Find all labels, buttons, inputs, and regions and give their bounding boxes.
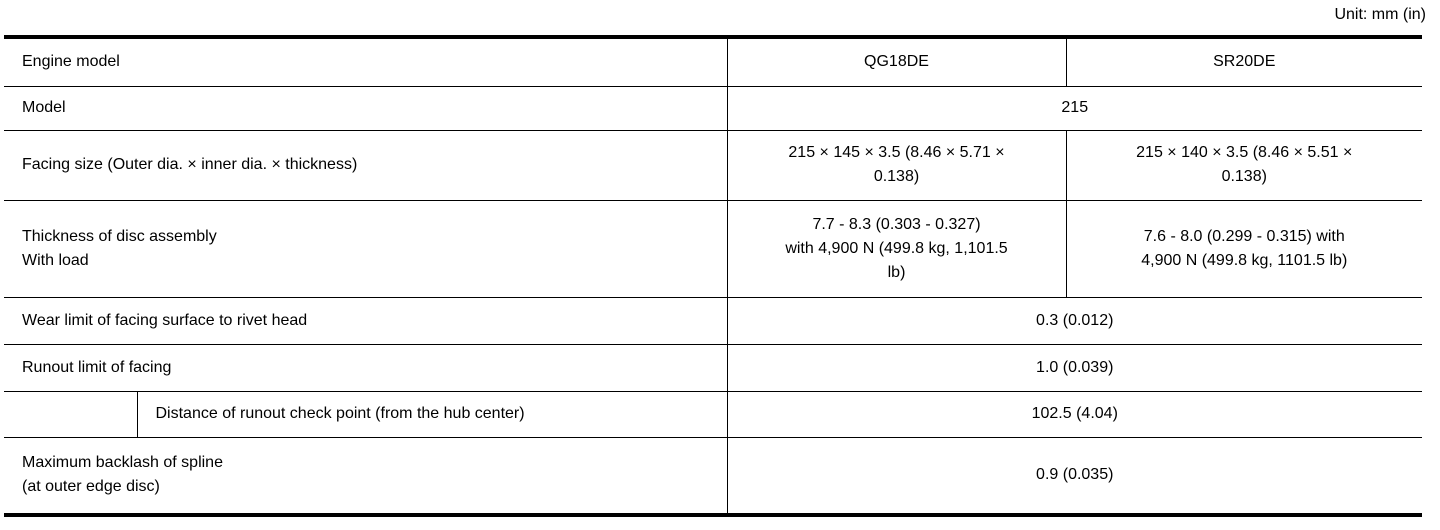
table-row	[4, 297, 1422, 344]
row-label-runout-point: Distance of runout check point (from the hub center)	[137, 391, 727, 437]
cell-line: Maximum backlash of spline	[22, 454, 223, 472]
table-row	[4, 130, 1422, 200]
table-row	[4, 344, 1422, 391]
cell-line: (at outer edge disc)	[22, 478, 160, 496]
cell-line: 4,900 N (499.8 kg, 1101.5 lb)	[1141, 251, 1348, 269]
row-label-backlash	[4, 437, 727, 515]
row-value-thickness-qg18de	[727, 200, 1066, 297]
table-row	[4, 391, 1422, 437]
table-row	[4, 86, 1422, 130]
cell-line: 7.6 - 8.0 (0.299 - 0.315) with	[1143, 227, 1345, 245]
row-label-thickness	[4, 200, 727, 297]
row-label-wear-limit: Wear limit of facing surface to rivet head	[4, 297, 727, 344]
cell-line: 215 × 140 × 3.5 (8.46 × 5.51 ×	[1136, 144, 1353, 161]
cell-line: 0.138)	[873, 168, 920, 185]
header-qg18de: QG18DE	[727, 37, 1066, 86]
cell-line: With load	[22, 251, 89, 269]
cell-line: lb)	[887, 263, 906, 281]
cell-line: 215 × 145 × 3.5 (8.46 × 5.71 ×	[788, 144, 1005, 161]
clutch-disc-spec-table	[4, 35, 1422, 517]
row-value-runout-limit: 1.0 (0.039)	[727, 344, 1422, 391]
row-value-thickness-sr20de	[1066, 200, 1422, 297]
table-row	[4, 200, 1422, 297]
table-header-row	[4, 37, 1422, 86]
cell-line: 7.7 - 8.3 (0.303 - 0.327)	[812, 215, 981, 233]
row-value-facing-size-qg18de	[727, 130, 1066, 200]
row-value-wear-limit: 0.3 (0.012)	[727, 297, 1422, 344]
unit-label: Unit: mm (in)	[1334, 6, 1426, 23]
header-sr20de: SR20DE	[1066, 37, 1422, 86]
row-value-model: 215	[727, 86, 1422, 130]
table-row	[4, 437, 1422, 515]
row-value-facing-size-sr20de	[1066, 130, 1422, 200]
header-engine-model: Engine model	[4, 37, 727, 86]
row-label-model: Model	[4, 86, 727, 130]
row-label-facing-size: Facing size (Outer dia. × inner dia. × thickness)	[4, 130, 727, 200]
row-label-runout-limit: Runout limit of facing	[4, 344, 727, 391]
row-value-backlash: 0.9 (0.035)	[727, 437, 1422, 515]
cell-line: 0.138)	[1221, 168, 1267, 185]
row-value-runout-point: 102.5 (4.04)	[727, 391, 1422, 437]
row-indent-cell	[4, 391, 137, 437]
cell-line: with 4,900 N (499.8 kg, 1,101.5	[785, 239, 1008, 257]
cell-line: Thickness of disc assembly	[22, 227, 217, 245]
